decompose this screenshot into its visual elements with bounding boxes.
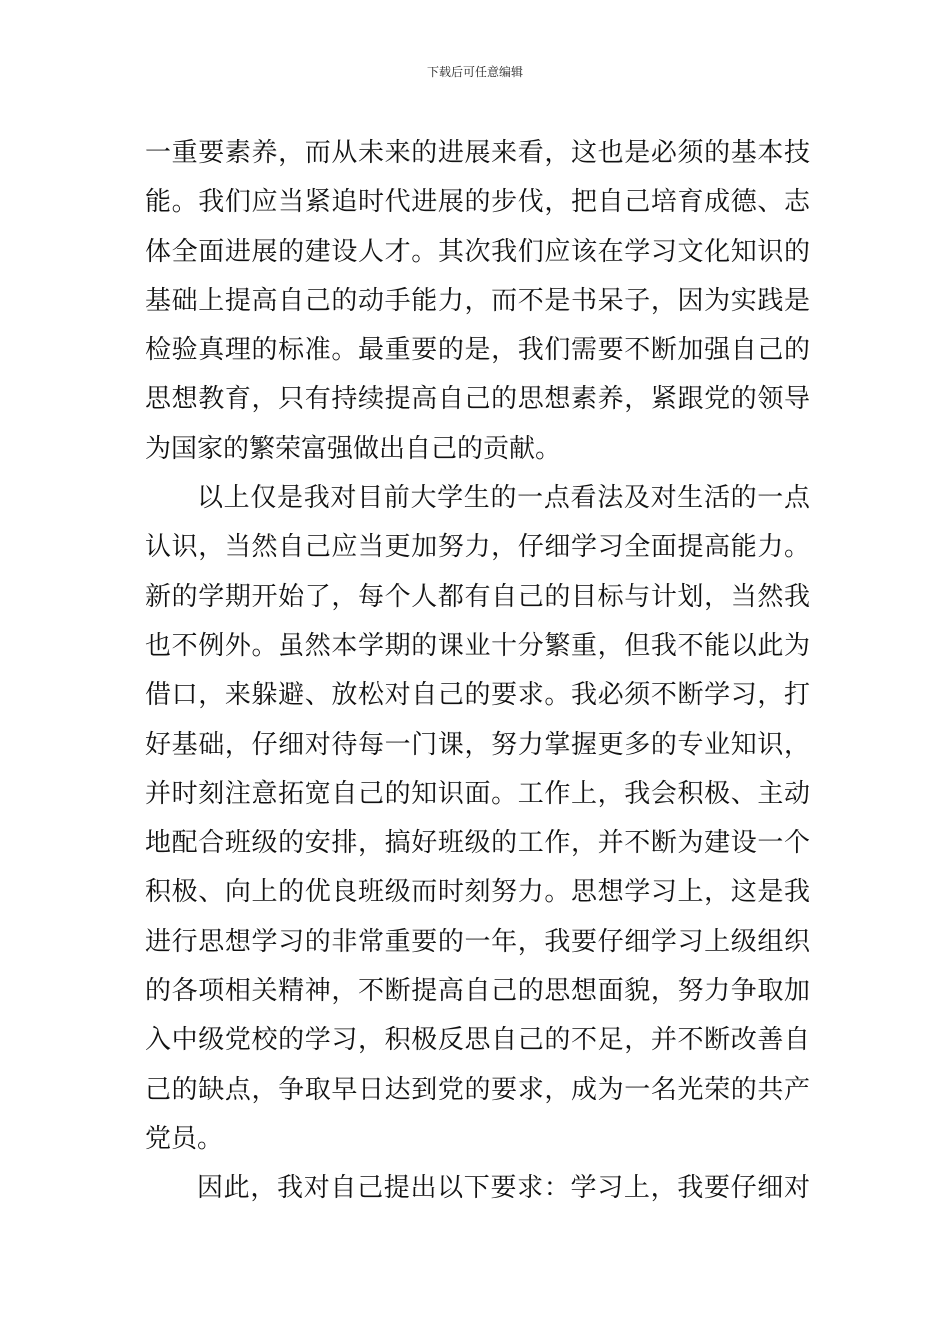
text-line: 认识，当然自己应当更加努力，仔细学习全面提高能力。 [145,532,810,563]
text-line: 的各项相关精神，不断提高自己的思想面貌，努力争取加 [145,976,810,1007]
text-line: 能。我们应当紧追时代进展的步伐，把自己培育成德、志 [145,187,810,218]
text-line: 一重要素养，而从未来的进展来看，这也是必须的基本技 [145,138,810,168]
text-line: 检验真理的标准。最重要的是，我们需要不断加强自己的 [145,335,810,366]
text-line: 以上仅是我对目前大学生的一点看法及对生活的一点 [197,483,810,514]
text-line: 借口，来躲避、放松对自己的要求。我必须不断学习，打 [145,680,810,711]
text-line: 进行思想学习的非常重要的一年，我要仔细学习上级组织 [145,926,810,957]
text-line: 为国家的繁荣富强做出自己的贡献。 [145,433,562,464]
text-line: 好基础，仔细对待每一门课，努力掌握更多的专业知识， [145,729,810,760]
text-line: 因此，我对自己提出以下要求：学习上，我要仔细对 [197,1173,810,1204]
text-line: 新的学期开始了，每个人都有自己的目标与计划，当然我 [145,581,810,612]
text-line: 思想教育，只有持续提高自己的思想素养，紧跟党的领导 [145,384,810,415]
text-line: 地配合班级的安排，搞好班级的工作，并不断为建设一个 [145,828,810,859]
document-body [145,129,810,1214]
text-line: 也不例外。虽然本学期的课业十分繁重，但我不能以此为 [145,630,810,661]
text-line: 积极、向上的优良班级而时刻努力。思想学习上，这是我 [145,877,810,908]
text-line: 基础上提高自己的动手能力，而不是书呆子，因为实践是 [145,285,810,316]
page-header: 下载后可任意编辑 [426,65,523,79]
text-line: 体全面进展的建设人才。其次我们应该在学习文化知识的 [145,236,810,267]
text-line: 入中级党校的学习，积极反思自己的不足，并不断改善自 [145,1025,810,1056]
text-line: 己的缺点，争取早日达到党的要求，成为一名光荣的共产 [145,1074,810,1105]
text-line: 党员。 [145,1123,224,1154]
text-line: 并时刻注意拓宽自己的知识面。工作上，我会积极、主动 [145,778,810,809]
